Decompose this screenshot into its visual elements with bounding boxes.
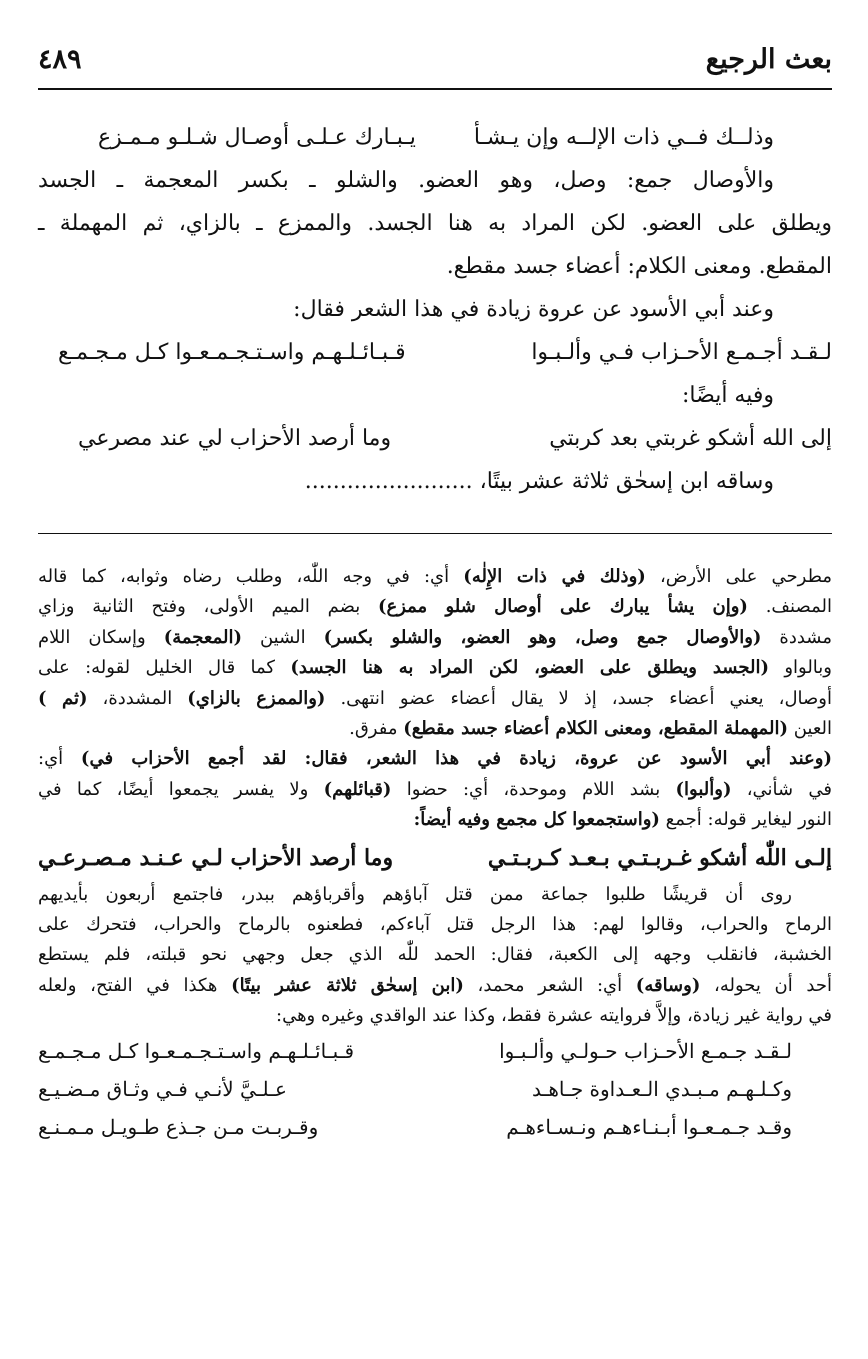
verse-second-hemistich: يـبـارك عـلـى أوصـال شـلـو مـمـزع (98, 125, 416, 150)
quoted-text: (المهملة المقطع، ومعنى الكلام أعضاء جسد مقطع) (403, 718, 788, 740)
quoted-text: (والممزع بالزاي) (187, 687, 326, 709)
commentary-text: أي: في وجه اللّٰه، وطلب رضاه وثوابه، كما قاله (38, 566, 464, 587)
commentary-text: أي: (38, 748, 81, 770)
commentary-text: الرماح والحراب، وقالوا لهم: هذا الرجل قتل آباءكم، فطعنوه بالرماح والحراب، فتحرك على (38, 914, 832, 936)
commentary-line (38, 592, 832, 622)
commentary-line (38, 744, 832, 774)
commentary-text: روى أن قريشًا طلبوا جماعة ممن قتل آباؤهم وأقرباؤهم ببدر، فاجتمع أربعون بأيديهم (38, 883, 792, 905)
commentary-line (38, 940, 832, 970)
commentary-separator (38, 533, 832, 534)
commentary-text: وبالواو (768, 657, 832, 679)
commentary-text: العين (787, 718, 832, 740)
commentary-text: مفرق. (349, 718, 404, 740)
commentary-line (38, 910, 832, 940)
header-rule (38, 88, 832, 90)
commentary-line (38, 775, 832, 805)
verse-second-hemistich: عـلـيَّ لأنـي فـي وثـاق مـضـيـع (38, 1076, 287, 1101)
commentary-text: هكذا في الفتح، ولعله (38, 974, 232, 996)
commentary-text: النور ليغاير قوله: أجمع (659, 809, 832, 831)
verse-line (38, 116, 832, 159)
quoted-text: (وألبوا) (675, 778, 732, 800)
commentary-line (38, 880, 832, 910)
verse-first-hemistich: لـقـد أجـمـع الأحـزاب فـي وألـبـوا (531, 340, 832, 365)
commentary-text: الخشبة، فانقلب وجهه إلى الكعبة، فقال: الحمد للّٰه الذي جعل وجهي نحو قبلته، فلم يستطع (38, 944, 832, 966)
verse-second-hemistich: قـبـائـلـهـم واسـتـجـمـعـوا كـل مـجـمـع (38, 1038, 355, 1063)
commentary (38, 562, 832, 1146)
commentary-text: أحد أن يحوله، (700, 974, 833, 996)
quoted-text: (المعجمة) (163, 626, 242, 648)
main-paragraph-line: والأوصال جمع: وصل، وهو العضو. والشلو ـ بكسر المعجمة ـ الجسد (38, 168, 774, 193)
verse-first-hemistich: إلى الله أشكو غربتي بعد كربتي (549, 426, 832, 451)
verse-first-hemistich: وقـد جـمـعـوا أبـنـاءهـم ونـسـاءهـم (506, 1114, 792, 1139)
commentary-verse (38, 836, 832, 880)
commentary-line (38, 562, 832, 592)
commentary-text: كما قال الخليل لقوله: على (38, 657, 291, 679)
verse-second-hemistich: قـبـائـلـهـم واسـتـجـمـعـوا كـل مـجـمـع (58, 340, 406, 365)
commentary-line (38, 653, 832, 683)
quoted-text: (وعند أبي الأسود عن عروة، زيادة في هذا الشعر، فقال: لقد أجمع الأحزاب في) (80, 748, 832, 770)
commentary-paragraph (38, 880, 832, 1032)
main-paragraph-line: وفيه أيضًا: (682, 383, 774, 408)
quoted-text: (الجسد ويطلق على العضو، لكن المراد به هنا الجسد) (290, 657, 769, 679)
quoted-text: (واستجمعوا كل مجمع وفيه أيضاً: (413, 809, 660, 831)
commentary-text: مطرحي على الأرض، (645, 566, 832, 587)
poem-verse (38, 1070, 792, 1108)
verse-first-hemistich: وذلــك فــي ذات الإلــه وإن يـشـأ (473, 125, 774, 150)
commentary-text: وإسكان اللام (38, 626, 164, 648)
quoted-text: (وذلك في ذات الإِلٰه) (463, 566, 646, 587)
poem-verse (38, 1108, 792, 1146)
commentary-line (38, 623, 832, 653)
quoted-text: (والأوصال جمع وصل، وهو العضو، والشلو بكسر) (323, 626, 762, 648)
page-number: ٤٨٩ (38, 44, 82, 75)
commentary-line (38, 714, 832, 744)
verse-first-hemistich: إلـى اللّٰه أشكو غـربـتـي بـعـد كـربـتـي (487, 844, 832, 871)
quoted-text: (وساقه) (635, 974, 701, 996)
commentary-line (38, 805, 832, 835)
quoted-text: (ابن إسحٰق ثلاثة عشر بيتًا) (231, 974, 464, 996)
poem (38, 1032, 832, 1146)
commentary-line (38, 1001, 832, 1031)
commentary-text: في رواية غير زيادة، وإلاَّ فروايته عشرة فقط، وكذا عند الواقدي وغيره وهي: (276, 1005, 832, 1027)
commentary-text: المصنف. (747, 596, 832, 618)
commentary-text: مشددة (761, 626, 833, 648)
quoted-text: (وإن يشأ يبارك على أوصال شلو ممزع) (377, 596, 748, 618)
verse-first-hemistich: لـقـد جـمـع الأحـزاب حـولـي وألـبـوا (499, 1038, 792, 1063)
commentary-line (38, 971, 832, 1001)
verse-line (38, 417, 832, 460)
main-paragraph-line: وعند أبي الأسود عن عروة زيادة في هذا الشعر فقال: (293, 297, 774, 322)
verse-line (38, 331, 832, 374)
commentary-text: بشد اللام وموحدة، أي: حضوا (391, 778, 676, 800)
commentary-text: أي: الشعر محمد، (463, 974, 636, 996)
commentary-paragraph (38, 562, 832, 836)
page-header (38, 42, 832, 82)
verse-second-hemistich: وما أرصد الأحزاب لي عند مصرعي (78, 426, 392, 451)
running-title: بعث الرجيع (705, 44, 832, 75)
main-paragraph-line: ويطلق على العضو. لكن المراد به هنا الجسد. والممزع ـ بالزاي، ثم المهملة ـ (38, 211, 832, 236)
verse-second-hemistich: وما أرصد الأحزاب لـي عـنـد مـصـرعـي (38, 844, 394, 871)
main-paragraph-line: المقطع. ومعنى الكلام: أعضاء جسد مقطع. (446, 254, 832, 279)
commentary-text: أوصال، يعني أعضاء جسد، إذ لا يقال أعضاء عضو انتهى. (325, 687, 832, 709)
commentary-line (38, 684, 832, 714)
main-paragraph-line: وساقه ابن إسحٰق ثلاثة عشر بيتًا، ........................ (304, 469, 774, 494)
commentary-text: بضم الميم الأولى، وفتح الثانية وزاي (38, 596, 378, 618)
verse-first-hemistich: وكـلـهـم مـبـدي الـعـداوة جـاهـد (531, 1076, 792, 1101)
quoted-text: (ثم ) (38, 687, 88, 709)
commentary-text: الشين (242, 626, 324, 648)
commentary-text: المشددة، (87, 687, 188, 709)
commentary-text: في شأني، (731, 778, 832, 800)
quoted-text: (قبائلهم) (323, 778, 392, 800)
verse-second-hemistich: وقـربـت مـن جـذع طـويـل مـمـنـع (38, 1114, 319, 1139)
commentary-text: ولا يفسر يجمعوا أيضًا، كما في (38, 778, 324, 800)
poem-verse (38, 1032, 792, 1070)
main-text (38, 116, 832, 503)
